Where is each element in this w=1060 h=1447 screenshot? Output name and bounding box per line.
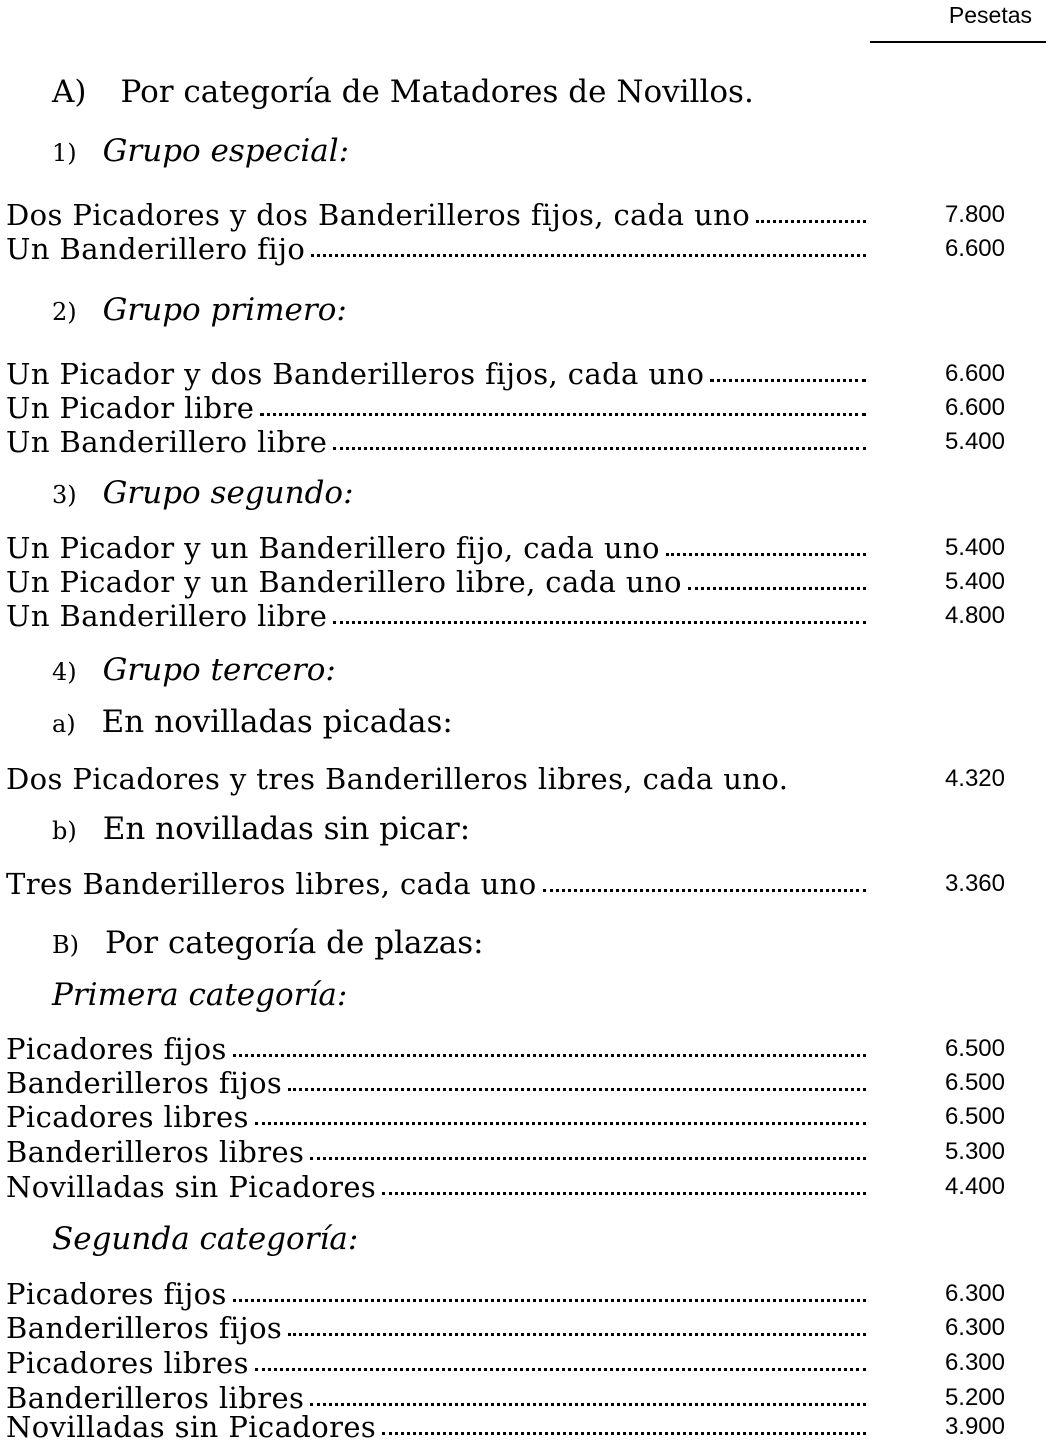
- table-row: [6, 1168, 866, 1204]
- row-value: 6.500: [944, 1035, 1005, 1062]
- section-a-title: Por categoría de Matadores de Novillos.: [120, 74, 754, 110]
- grupo-segundo-title: Grupo segundo:: [102, 475, 354, 511]
- row-text: Un Banderillero libre: [6, 599, 328, 633]
- table-row: [6, 597, 866, 633]
- row-value: 6.500: [944, 1069, 1005, 1096]
- row-value: 6.600: [944, 235, 1005, 262]
- row-value: 5.200: [944, 1384, 1005, 1411]
- dot-leader: [288, 1088, 866, 1091]
- row-text: Un Banderillero fijo: [6, 232, 306, 266]
- sin-picar-heading: [52, 810, 470, 850]
- row-value: 5.400: [944, 534, 1005, 561]
- table-row: [6, 196, 866, 232]
- row-text: Banderilleros fijos: [6, 1311, 283, 1345]
- dot-leader: [688, 587, 866, 590]
- picadas-title: En novilladas picadas:: [101, 704, 453, 740]
- row-value: 5.400: [944, 568, 1005, 595]
- row-value: 5.400: [944, 428, 1005, 455]
- table-row: [6, 529, 866, 565]
- dot-leader: [310, 1157, 866, 1160]
- row-text: Novilladas sin Picadores: [6, 1170, 377, 1204]
- row-text: Un Picador y un Banderillero libre, cada uno: [6, 565, 682, 599]
- row-value: 4.400: [944, 1173, 1005, 1200]
- row-text: Dos Picadores y tres Banderilleros libres, cada uno.: [6, 762, 789, 796]
- table-row: [6, 1133, 866, 1169]
- dot-leader: [233, 1299, 866, 1302]
- dot-leader: [255, 1122, 866, 1125]
- table-row: [6, 230, 866, 266]
- section-b-title: Por categoría de plazas:: [105, 925, 484, 961]
- dot-leader: [311, 254, 866, 257]
- table-row: [6, 1344, 866, 1380]
- table-row: [6, 563, 866, 599]
- grupo-especial-num: 1): [52, 139, 77, 167]
- section-a-heading: [52, 73, 754, 111]
- dot-leader: [333, 447, 866, 450]
- row-value: 4.800: [944, 602, 1005, 629]
- grupo-tercero-num: 4): [52, 658, 77, 686]
- row-value: 6.600: [944, 394, 1005, 421]
- picadas-label: a): [52, 710, 76, 738]
- row-value: 6.300: [944, 1314, 1005, 1341]
- table-row: [6, 389, 866, 425]
- row-value: 7.800: [944, 201, 1005, 228]
- dot-leader: [543, 889, 866, 892]
- dot-leader: [260, 413, 866, 416]
- grupo-segundo-heading: [52, 474, 354, 514]
- row-text: Banderilleros libres: [6, 1135, 305, 1169]
- row-text: Un Picador y un Banderillero fijo, cada uno: [6, 531, 660, 565]
- row-value: 6.300: [944, 1280, 1005, 1307]
- table-row: [6, 1098, 866, 1134]
- row-text: Picadores fijos: [6, 1277, 227, 1311]
- grupo-tercero-title: Grupo tercero:: [102, 652, 336, 688]
- section-b-label: B): [52, 931, 79, 959]
- header-rule: [870, 41, 1046, 43]
- primera-categoria-title: Primera categoría:: [52, 977, 348, 1013]
- row-text: Banderilleros fijos: [6, 1066, 283, 1100]
- grupo-tercero-heading: [52, 651, 336, 691]
- dot-leader: [666, 553, 866, 556]
- row-value: 6.600: [944, 360, 1005, 387]
- row-text: Novilladas sin Picadores: [6, 1410, 377, 1444]
- row-text: Picadores fijos: [6, 1032, 227, 1066]
- table-row: [6, 1030, 866, 1066]
- section-b-heading: [52, 924, 484, 964]
- picadas-heading: [52, 703, 453, 743]
- dot-leader: [382, 1432, 866, 1435]
- dot-leader: [255, 1368, 866, 1371]
- table-row: [6, 1275, 866, 1311]
- row-value: 6.300: [944, 1349, 1005, 1376]
- dot-leader: [710, 379, 866, 382]
- dot-leader: [288, 1333, 866, 1336]
- row-text: Picadores libres: [6, 1100, 249, 1134]
- row-text: Un Picador libre: [6, 391, 255, 425]
- dot-leader: [382, 1192, 866, 1195]
- row-text: Picadores libres: [6, 1346, 249, 1380]
- grupo-especial-title: Grupo especial:: [102, 133, 350, 169]
- table-row: [6, 760, 866, 796]
- row-text: Dos Picadores y dos Banderilleros fijos, cada uno: [6, 198, 751, 232]
- row-value: 4.320: [944, 765, 1005, 792]
- row-value: 3.900: [944, 1413, 1005, 1440]
- row-value: 6.500: [944, 1103, 1005, 1130]
- sin-picar-label: b): [52, 817, 77, 845]
- dot-leader: [233, 1054, 866, 1057]
- row-text: Tres Banderilleros libres, cada uno: [6, 867, 537, 901]
- table-row: [6, 1064, 866, 1100]
- currency-column-header: Pesetas: [948, 2, 1032, 28]
- dot-leader: [333, 621, 866, 624]
- row-text: Un Picador y dos Banderilleros fijos, cada uno: [6, 357, 705, 391]
- segunda-categoria-title: Segunda categoría:: [52, 1221, 359, 1257]
- grupo-especial-heading: [52, 132, 349, 172]
- row-text: Banderilleros libres: [6, 1381, 305, 1415]
- table-row: [6, 865, 866, 901]
- grupo-primero-num: 2): [52, 298, 77, 326]
- primera-categoria-heading: [52, 976, 347, 1014]
- table-row: [6, 1408, 866, 1444]
- table-row: [6, 1309, 866, 1345]
- table-row: [6, 355, 866, 391]
- grupo-primero-title: Grupo primero:: [102, 292, 347, 328]
- dot-leader: [310, 1403, 866, 1406]
- sin-picar-title: En novilladas sin picar:: [102, 811, 471, 847]
- grupo-segundo-num: 3): [52, 481, 77, 509]
- segunda-categoria-heading: [52, 1220, 358, 1258]
- row-text: Un Banderillero libre: [6, 425, 328, 459]
- dot-leader: [756, 220, 866, 223]
- row-value: 5.300: [944, 1138, 1005, 1165]
- table-row: [6, 423, 866, 459]
- row-value: 3.360: [944, 870, 1005, 897]
- section-a-label: A): [52, 74, 87, 110]
- grupo-primero-heading: [52, 291, 347, 331]
